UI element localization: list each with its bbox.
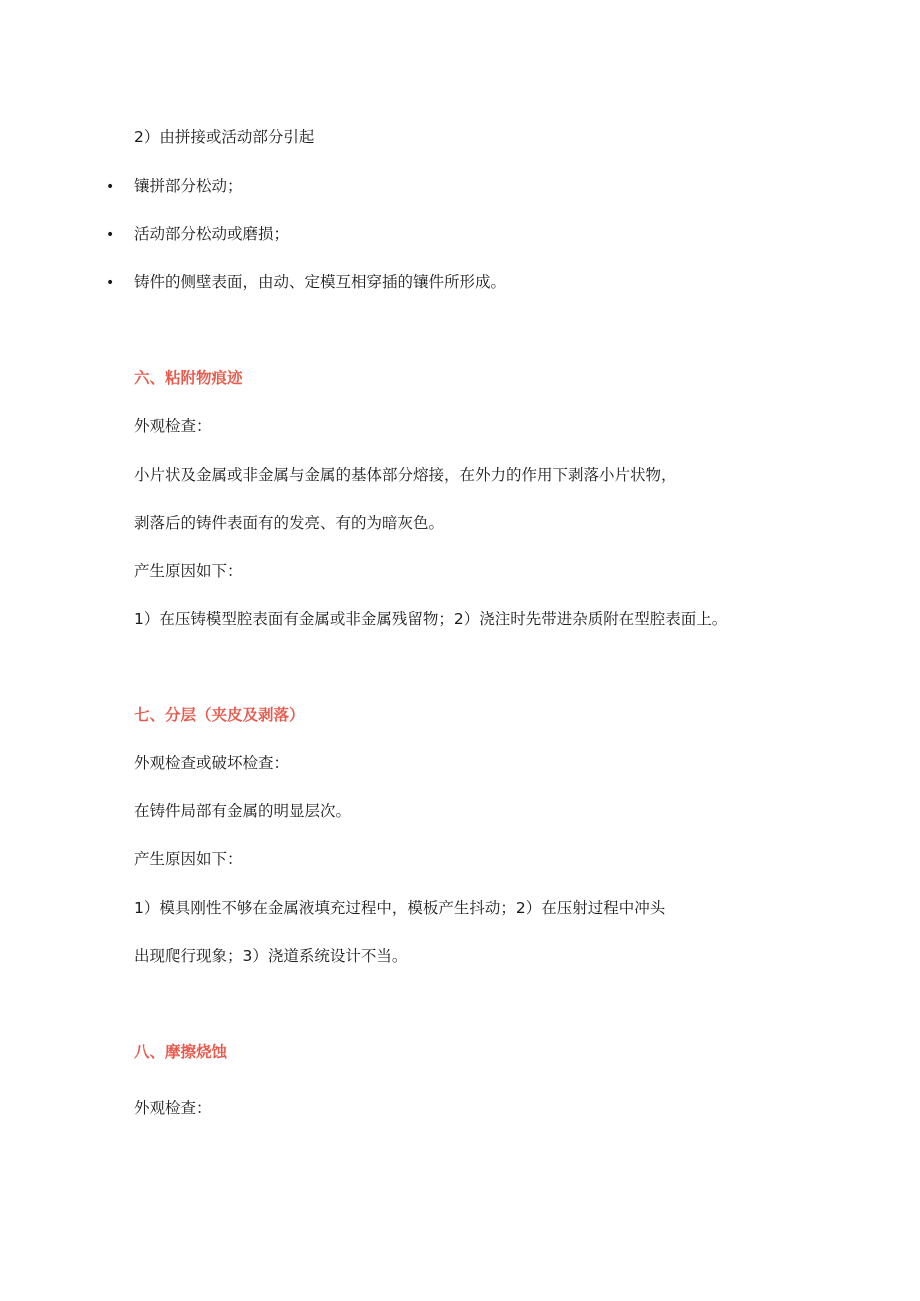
section-heading-6: 六、粘附物痕迹	[134, 369, 243, 387]
bullet-item	[106, 224, 289, 245]
bullet-icon: •	[106, 275, 115, 291]
causes-line-7a: 1）模具刚性不够在金属液填充过程中，模板产生抖动；2）在压射过程中冲头	[134, 899, 666, 917]
bullet-item	[106, 176, 243, 197]
causes-label-6: 产生原因如下：	[134, 562, 243, 580]
description-line-7a: 在铸件局部有金属的明显层次。	[134, 802, 352, 820]
bullet-text: 铸件的侧壁表面，由动、定模互相穿插的镶件所形成。	[134, 273, 507, 291]
bullet-icon: •	[106, 179, 115, 195]
bullet-text: 镶拼部分松动；	[134, 177, 243, 195]
description-line-6a: 小片状及金属或非金属与金属的基体部分熔接，在外力的作用下剥落小片状物，	[134, 466, 677, 484]
cause-2-text: 2）由拼接或活动部分引起	[134, 128, 315, 146]
causes-line-7b: 出现爬行现象；3）浇道系统设计不当。	[134, 947, 408, 965]
inspection-label-7: 外观检查或破坏检查：	[134, 754, 290, 772]
causes-label-7: 产生原因如下：	[134, 850, 243, 868]
causes-line-6a: 1）在压铸模型腔表面有金属或非金属残留物；2）浇注时先带进杂质附在型腔表面上。	[134, 610, 728, 628]
inspection-label-6: 外观检查：	[134, 417, 212, 435]
section-heading-7: 七、分层（夹皮及剥落）	[134, 706, 305, 724]
bullet-icon: •	[106, 227, 115, 243]
bullet-text: 活动部分松动或磨损；	[134, 225, 290, 243]
section-heading-8: 八、摩擦烧蚀	[134, 1043, 228, 1061]
inspection-label-8: 外观检查：	[134, 1099, 212, 1117]
bullet-item	[106, 272, 506, 293]
description-line-6b: 剥落后的铸件表面有的发亮、有的为暗灰色。	[134, 514, 445, 532]
